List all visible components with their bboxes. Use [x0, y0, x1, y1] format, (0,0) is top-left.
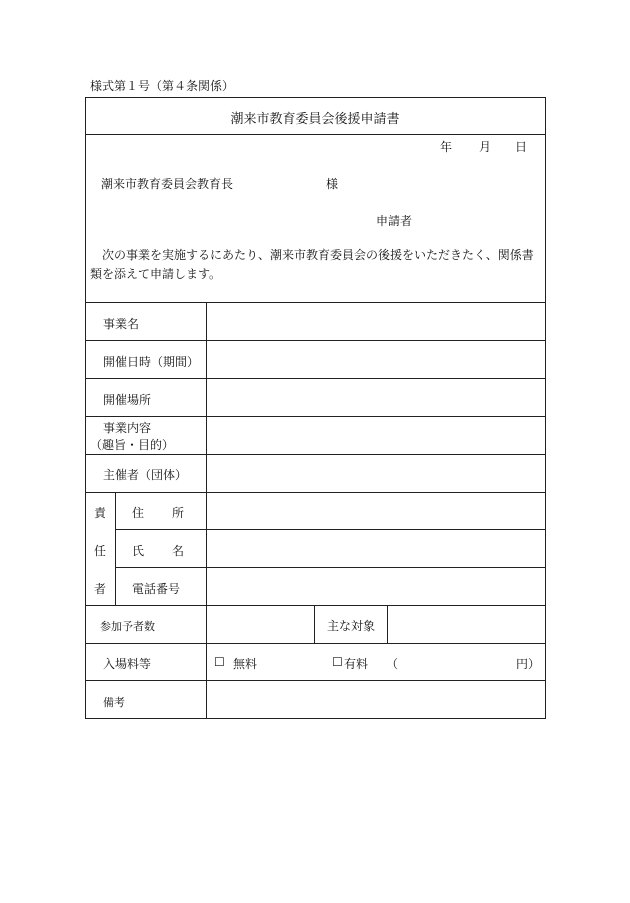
name-field[interactable]	[208, 531, 544, 566]
content-field[interactable]	[208, 418, 544, 453]
divider-target-right	[387, 605, 388, 644]
row-label-phone: 電話番号	[132, 582, 181, 596]
row-label-address-2: 所	[172, 506, 185, 520]
form-number-label: 様式第１号（第４条関係）	[90, 79, 235, 93]
application-statement: 次の事業を実施するにあたり、潮来市教育委員会の後援をいただきたく、関係書類を添えて申請します。	[90, 248, 534, 281]
addressee-label: 潮来市教育委員会教育長	[101, 177, 234, 191]
table-border-top	[85, 97, 546, 98]
applicant-label: 申請者	[376, 214, 413, 228]
row-label-name-2: 名	[172, 544, 185, 558]
target-field[interactable]	[389, 607, 544, 642]
divider-row10	[85, 680, 546, 681]
divider-row2	[85, 378, 546, 379]
free-checkbox[interactable]: ☐	[214, 655, 225, 669]
paid-amount-open-paren: （	[386, 657, 399, 671]
free-option-label: 無料	[233, 657, 258, 671]
divider-row1	[85, 340, 546, 341]
divider-row7	[115, 567, 546, 568]
row-label-address-1: 住	[132, 506, 145, 520]
row-label-venue: 開催場所	[103, 393, 152, 407]
date-day-label: 日	[515, 140, 528, 154]
date-year-label: 年	[440, 140, 453, 154]
event-name-field[interactable]	[208, 304, 544, 339]
row-label-admission: 入場料等	[103, 657, 152, 671]
responsible-char-1: 責	[94, 506, 107, 520]
row-label-datetime: 開催日時（期間）	[103, 355, 200, 369]
divider-row8	[85, 605, 546, 606]
row-label-content-purpose: （趣旨・目的）	[90, 438, 175, 452]
divider-row3	[85, 416, 546, 417]
divider-row5	[85, 492, 546, 493]
row-label-organizer: 主催者（団体）	[103, 468, 188, 482]
venue-field[interactable]	[208, 380, 544, 415]
phone-field[interactable]	[208, 569, 544, 604]
divider-responsible-column	[115, 492, 116, 606]
honorific-label: 様	[326, 177, 339, 191]
row-label-participants: 参加予者数	[100, 620, 155, 633]
organizer-field[interactable]	[208, 456, 544, 491]
paid-amount-field[interactable]	[400, 645, 512, 679]
paid-checkbox[interactable]: ☐	[332, 655, 343, 669]
table-border-left	[85, 97, 86, 719]
row-label-remarks: 備考	[103, 696, 125, 709]
row-label-content: 事業内容	[103, 421, 152, 435]
divider-row9	[85, 643, 546, 644]
responsible-char-2: 任	[94, 544, 107, 558]
remarks-field[interactable]	[208, 682, 544, 717]
date-month-label: 月	[479, 140, 492, 154]
divider-title	[85, 134, 546, 135]
table-border-right	[545, 97, 546, 719]
table-border-bottom	[85, 718, 546, 719]
divider-target-left	[314, 605, 315, 644]
address-field[interactable]	[208, 494, 544, 528]
paid-option-label: 有料	[344, 657, 369, 671]
form-title: 潮来市教育委員会後援申請書	[230, 112, 400, 127]
divider-label-column	[206, 302, 207, 719]
participants-field[interactable]	[208, 607, 313, 642]
row-label-name-1: 氏	[132, 544, 145, 558]
row-label-target: 主な対象	[327, 619, 376, 633]
divider-header	[85, 302, 546, 303]
paid-amount-yen-close: 円）	[516, 657, 541, 671]
responsible-char-3: 者	[94, 582, 107, 596]
divider-row6	[115, 529, 546, 530]
datetime-field[interactable]	[208, 342, 544, 377]
row-label-event-name: 事業名	[103, 317, 140, 331]
divider-row4	[85, 454, 546, 455]
